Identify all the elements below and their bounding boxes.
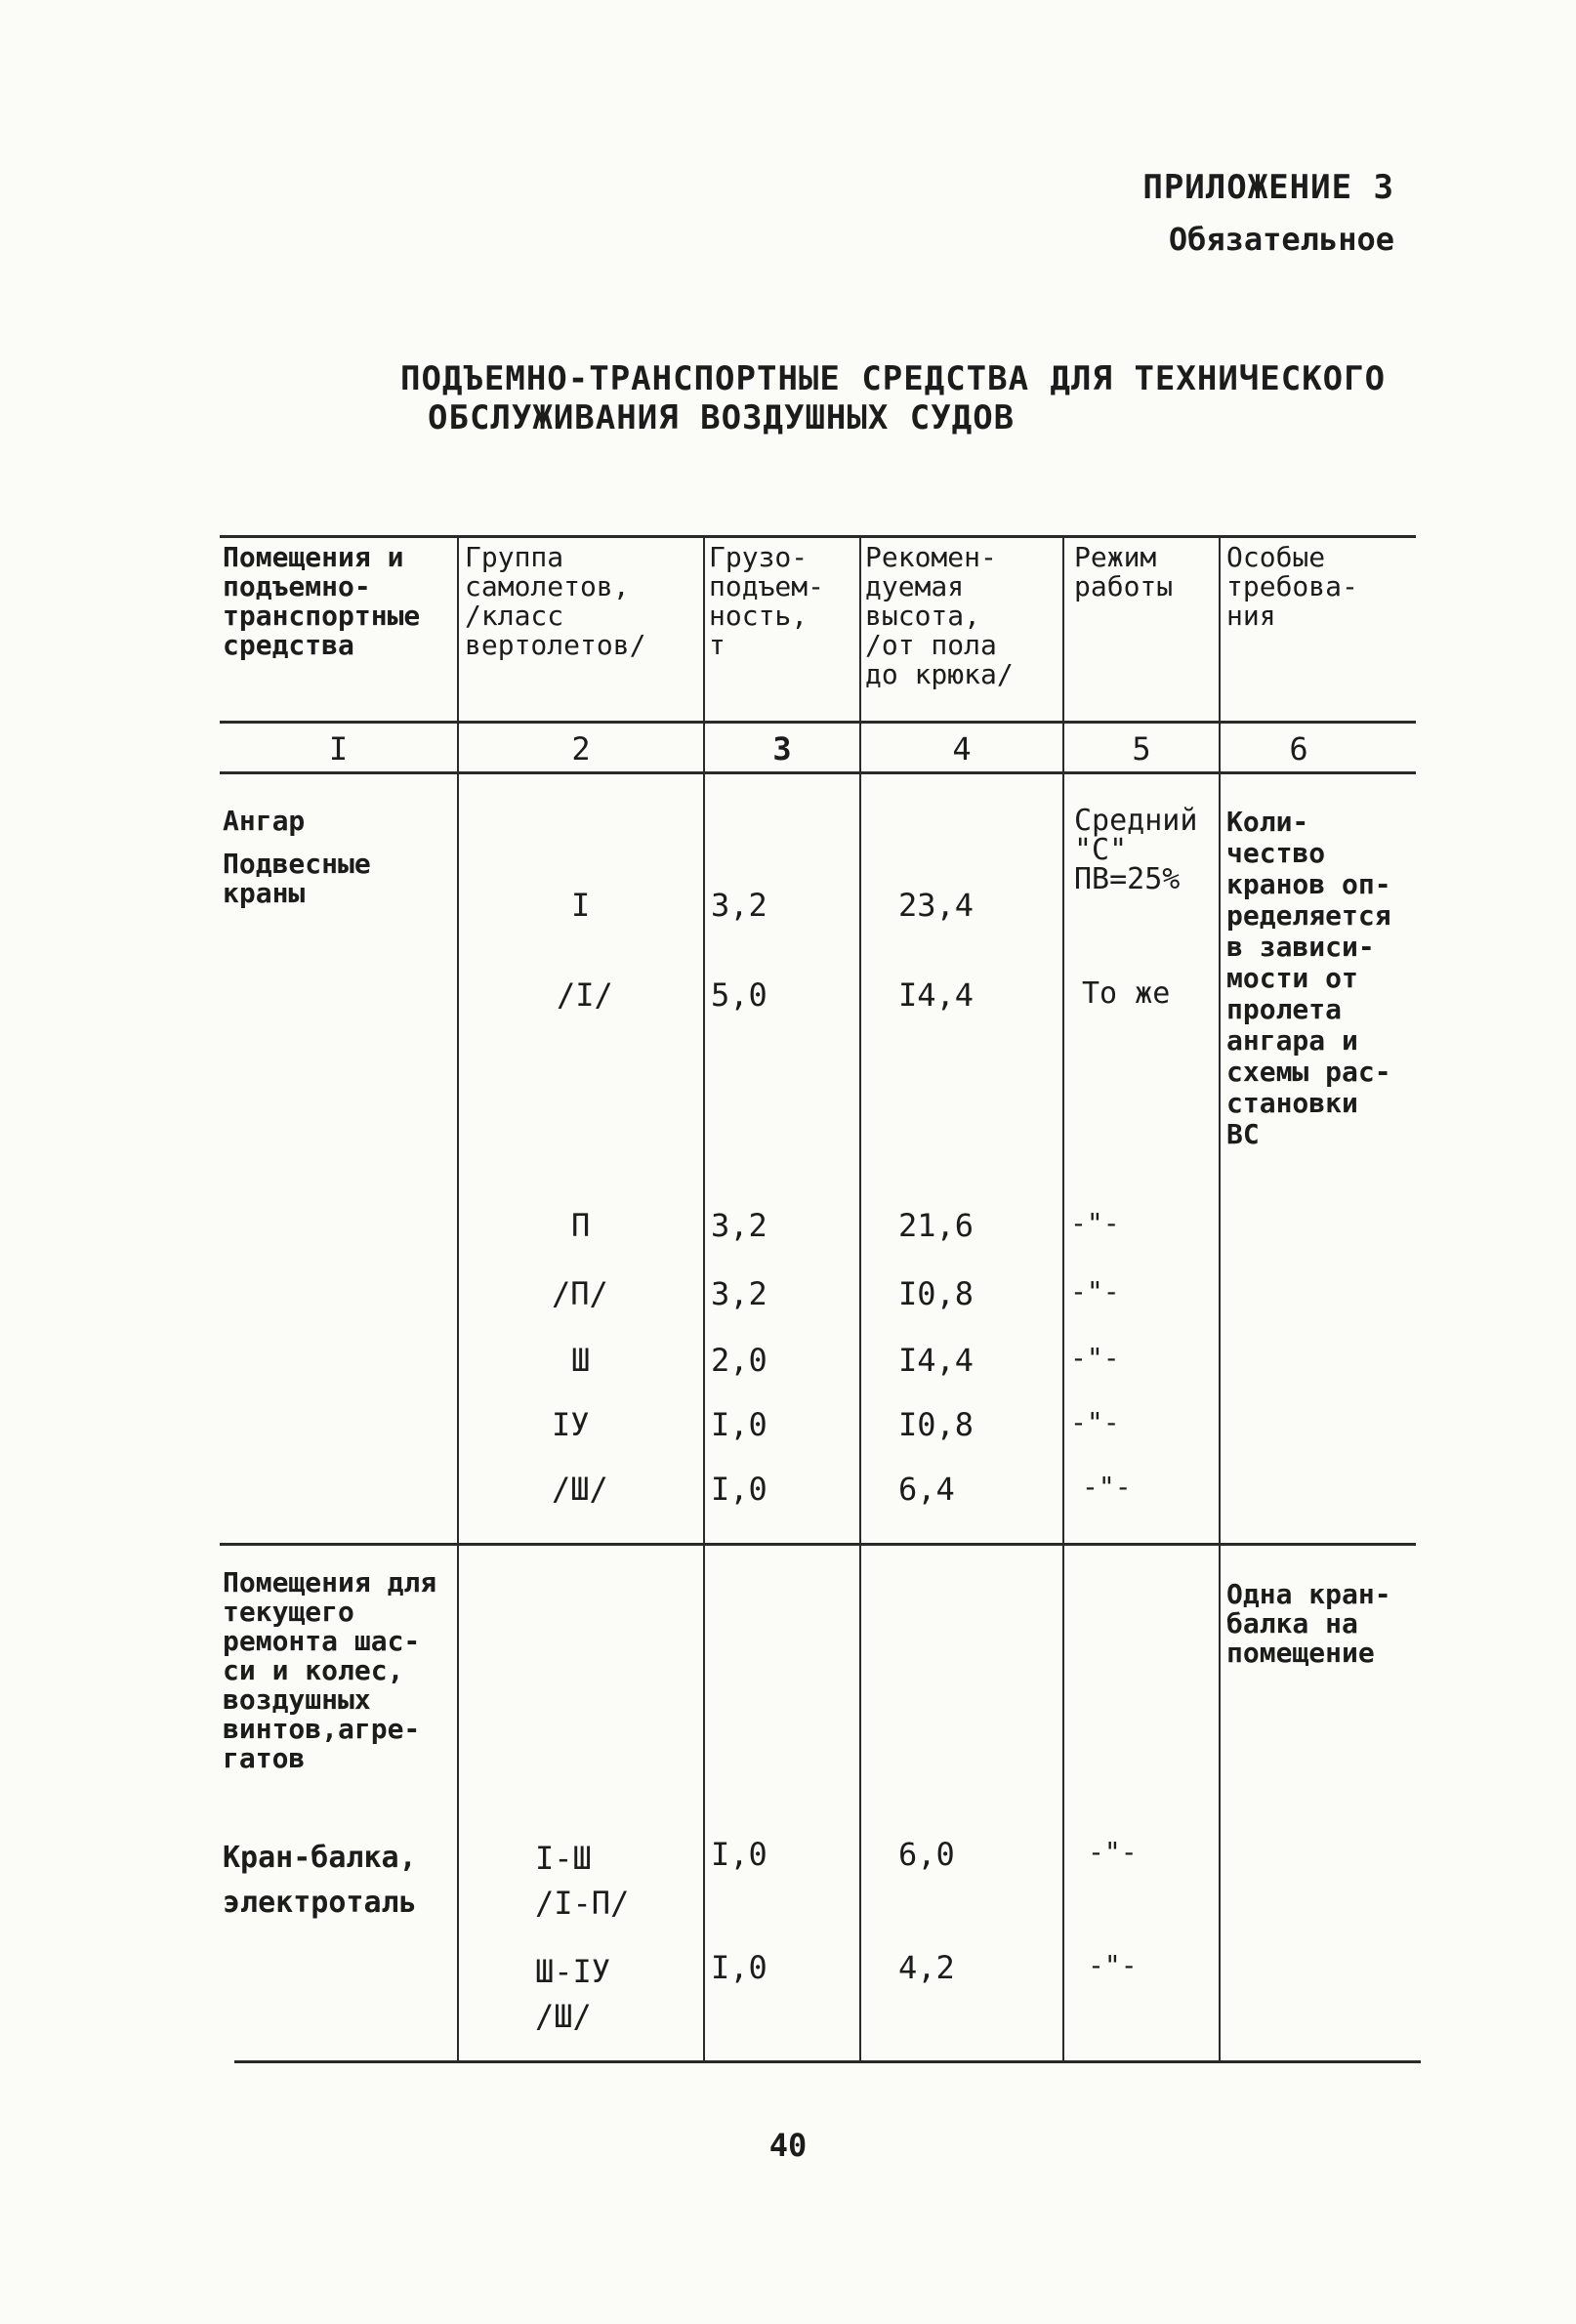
section1-room: Ангар: [223, 805, 306, 837]
s1-row7-height: 6,4: [898, 1471, 955, 1508]
header-aircraft-group: Группа самолетов, /класс вертолетов/: [465, 541, 646, 661]
s1-row4-group: /П/: [552, 1275, 608, 1312]
page-number: 40: [768, 2127, 808, 2164]
s1-row3-height: 21,6: [898, 1207, 975, 1244]
s1-row1-group: I: [571, 887, 591, 924]
section-divider-rule: [220, 1543, 1416, 1546]
s1-row2-height: I4,4: [898, 976, 975, 1014]
table-bottom-rule: [234, 2060, 1421, 2063]
s1-row7-mode: -"-: [1082, 1471, 1132, 1503]
s1-row5-height: I4,4: [898, 1342, 975, 1379]
s1-row6-mode: -"-: [1070, 1406, 1120, 1438]
section2-room: Помещения для текущего ремонта шас- си и колес, воздушных винтов,агре- гатов: [223, 1566, 437, 1774]
s2-row1-group: I-Ш /I-П/: [535, 1840, 630, 1922]
s1-row4-capacity: 3,2: [711, 1275, 767, 1312]
header-bottom-rule: [220, 721, 1416, 724]
s1-row4-mode: -"-: [1070, 1275, 1120, 1307]
header-operating-mode: Режим работы: [1074, 541, 1174, 602]
s2-row2-capacity: I,0: [711, 1949, 767, 1986]
s1-row1-height: 23,4: [898, 887, 975, 924]
s2-row2-mode: -"-: [1088, 1949, 1138, 1981]
s1-row5-mode: -"-: [1070, 1342, 1120, 1374]
s2-row1-mode: -"-: [1088, 1836, 1138, 1868]
s1-row5-capacity: 2,0: [711, 1342, 767, 1379]
column-number-1: I: [328, 730, 349, 768]
header-recommended-height: Рекомен- дуемая высота, /от пола до крюка/: [865, 541, 1014, 690]
s2-row2-height: 4,2: [898, 1949, 955, 1986]
section1-mode-first: Средний "С" ПВ=25%: [1074, 804, 1198, 896]
s2-row2-group: Ш-IУ /Ш/: [535, 1953, 611, 2035]
column-number-5: 5: [1132, 730, 1151, 768]
section2-equipment: Кран-балка, электроталь: [223, 1841, 417, 1920]
section1-note: Коли- чество кранов оп- ределяется в зависи- мости от пролета ангара и схемы рас- становки ВС: [1226, 806, 1391, 1150]
s2-row1-height: 6,0: [898, 1836, 955, 1873]
s2-row1-capacity: I,0: [711, 1836, 767, 1873]
numbers-bottom-rule: [220, 771, 1416, 774]
s1-row3-mode: -"-: [1070, 1207, 1120, 1239]
title-line-1: ПОДЪЕМНО-ТРАНСПОРТНЫЕ СРЕДСТВА ДЛЯ ТЕХНИЧЕСКОГО: [400, 359, 1387, 398]
s1-row4-height: I0,8: [898, 1275, 975, 1312]
column-number-3: 3: [772, 730, 792, 768]
s1-row7-capacity: I,0: [711, 1471, 767, 1508]
column-number-4: 4: [952, 730, 972, 768]
s1-row3-capacity: 3,2: [711, 1207, 767, 1244]
header-capacity: Грузо- подъем- ность, т: [709, 541, 825, 661]
table-top-rule: [220, 535, 1416, 538]
section2-note: Одна кран- балка на помещение: [1226, 1578, 1391, 1669]
title-line-2: ОБСЛУЖИВАНИЯ ВОЗДУШНЫХ СУДОВ: [428, 398, 1016, 437]
s1-row3-group: П: [571, 1207, 591, 1244]
s1-row2-capacity: 5,0: [711, 976, 767, 1014]
s1-row2-mode: То же: [1082, 976, 1171, 1011]
header-special-requirements: Особые требова- ния: [1226, 541, 1358, 632]
s1-row1-capacity: 3,2: [711, 887, 767, 924]
s1-row2-group: /I/: [557, 976, 613, 1014]
s1-row6-height: I0,8: [898, 1406, 975, 1443]
document-title: [400, 359, 1386, 437]
section1-equipment: Подвесные краны: [223, 848, 371, 909]
appendix-label: ПРИЛОЖЕНИЕ 3: [1142, 168, 1394, 207]
column-number-6: 6: [1289, 730, 1308, 768]
s1-row7-group: /Ш/: [552, 1471, 608, 1508]
s1-row5-group: Ш: [571, 1342, 591, 1379]
header-rooms-equipment: Помещения и подъемно- транспортные средства: [223, 541, 421, 661]
s1-row6-capacity: I,0: [711, 1406, 767, 1443]
mandatory-label: Обязательное: [1168, 221, 1394, 258]
column-number-2: 2: [571, 730, 591, 768]
s1-row6-group: IУ: [552, 1406, 590, 1443]
